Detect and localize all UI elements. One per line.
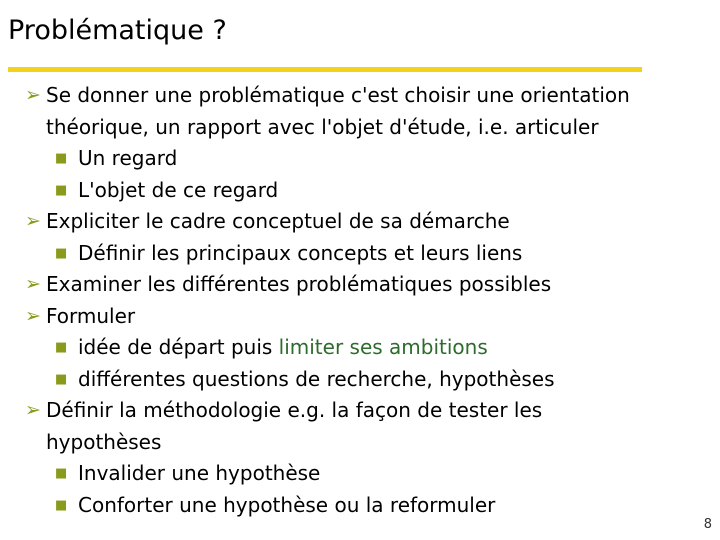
arrowhead-bullet-icon: ➢ [25, 210, 41, 232]
arrowhead-bullet-icon: ➢ [25, 399, 41, 421]
sub-bullet-text: idée de départ puis [78, 335, 279, 359]
sub-bullet-text: Invalider une hypothèse [78, 461, 321, 485]
bullet-text: Se donner une problématique c'est choisir une orientation [46, 83, 630, 107]
sub-bullet-text: L'objet de ce regard [78, 177, 279, 202]
square-bullet-icon: ■ [55, 182, 68, 198]
bullet-continuation [25, 427, 715, 459]
sub-bullet-text: Un regard [78, 146, 178, 170]
square-bullet-icon: ■ [55, 497, 68, 513]
sub-bullet-text: Conforter une hypothèse ou la reformuler [78, 492, 496, 517]
square-bullet-icon: ■ [55, 371, 68, 387]
sub-bullet-item [25, 238, 715, 270]
bullet-text: Définir la méthodologie e.g. la façon de tester les [46, 398, 543, 422]
bullet-list [25, 80, 715, 521]
slide-title: Problématique ? [8, 15, 227, 46]
arrowhead-bullet-icon: ➢ [25, 273, 41, 295]
bullet-item [25, 206, 715, 238]
sub-bullet-item [25, 458, 715, 490]
arrowhead-bullet-icon: ➢ [25, 84, 41, 106]
sub-bullet-item [25, 364, 715, 396]
title-underline [8, 67, 642, 72]
bullet-text: Examiner les différentes problématiques possibles [46, 272, 552, 296]
sub-bullet-item [25, 490, 715, 522]
sub-bullet-text: Définir les principaux concepts et leurs liens [78, 240, 523, 265]
bullet-item [25, 395, 715, 427]
highlighted-text: limiter ses ambitions [278, 335, 488, 359]
bullet-text: Formuler [46, 303, 136, 328]
square-bullet-icon: ■ [55, 466, 68, 481]
square-bullet-icon: ■ [55, 245, 68, 261]
bullet-item [25, 301, 715, 333]
bullet-item [25, 80, 715, 112]
sub-bullet-item [25, 175, 715, 207]
sub-bullet-item [25, 143, 715, 175]
square-bullet-icon: ■ [55, 151, 68, 166]
bullet-text: Expliciter le cadre conceptuel de sa démarche [46, 209, 510, 233]
square-bullet-icon: ■ [55, 340, 68, 355]
bullet-continuation [25, 112, 715, 144]
arrowhead-bullet-icon: ➢ [25, 304, 41, 327]
sub-bullet-item [25, 332, 715, 364]
page-number: 8 [703, 517, 712, 532]
sub-bullet-text: différentes questions de recherche, hypothèses [78, 366, 555, 391]
bullet-item [25, 269, 715, 301]
bullet-text: théorique, un rapport avec l'objet d'étude, i.e. articuler [46, 114, 599, 139]
bullet-text: hypothèses [46, 429, 162, 454]
